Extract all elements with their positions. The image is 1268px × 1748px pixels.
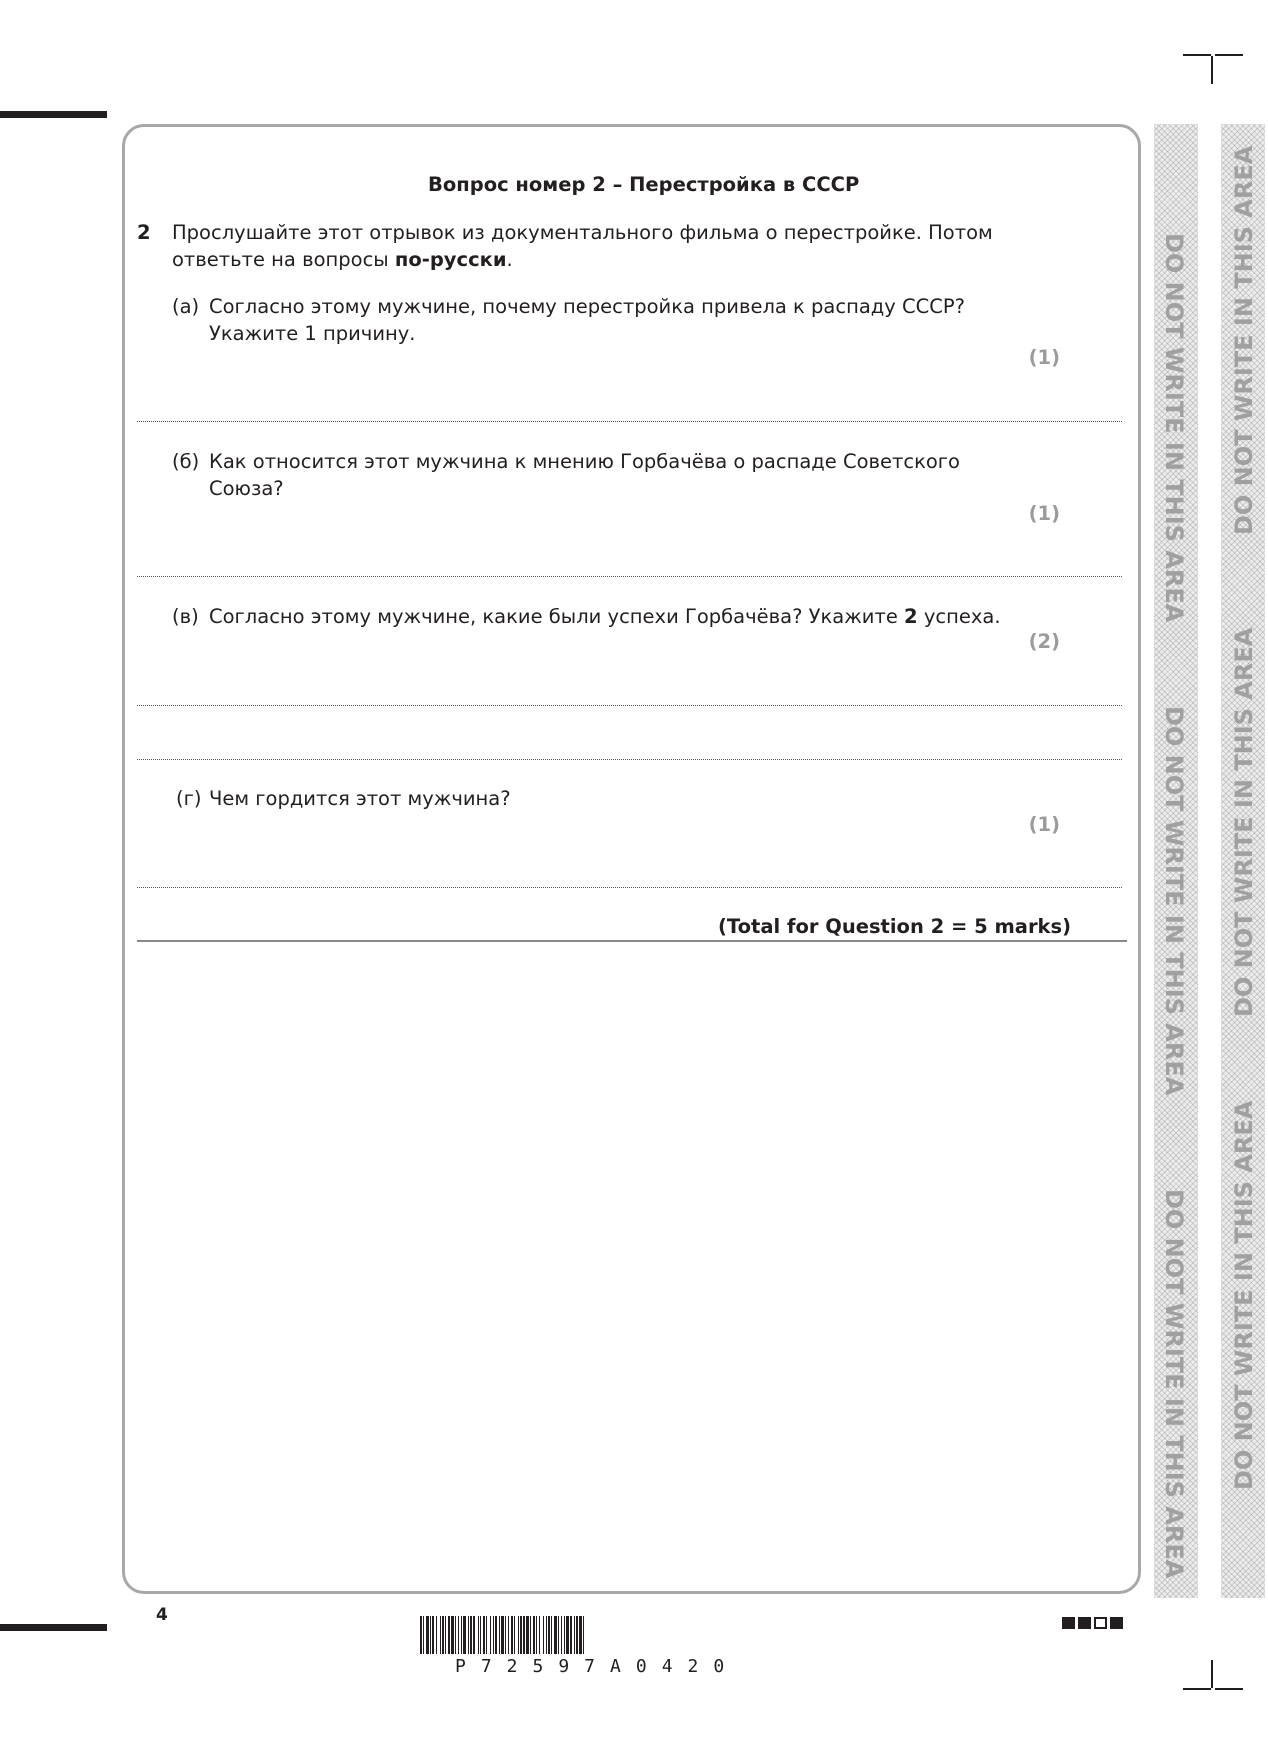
part-a-line2: Укажите 1 причину. [209,322,416,345]
part-v-marks: (2) [1028,630,1060,653]
question-intro-line1: Прослушайте этот отрывок из документального фильма о перестройке. Потом [172,221,993,244]
registration-bar-bottom [0,1624,107,1631]
margin-warning: DO NOT WRITE IN THIS AREA [1160,1189,1188,1579]
part-g-label: (г) [176,787,202,810]
barcode [420,1616,842,1654]
barcode-stripe [584,1616,586,1654]
part-g-line1: Чем гордится этот мужчина? [209,787,511,810]
crop-mark [1215,1688,1243,1690]
page-indicator-boxes [1062,1617,1123,1629]
answer-line[interactable] [137,887,1122,888]
question-intro-line2: ответьте на вопросы по-русски. [172,248,513,271]
part-v-line1: Согласно этому мужчине, какие были успехи Горбачёва? Укажите 2 успеха. [209,605,1001,628]
part-b-label: (б) [172,450,200,473]
part-v-label: (в) [172,605,199,628]
answer-line[interactable] [137,421,1122,422]
part-b-line2: Союза? [209,477,284,500]
indicator-box [1110,1617,1123,1629]
answer-line[interactable] [137,705,1122,706]
question-number: 2 [137,221,151,244]
part-b-marks: (1) [1028,502,1060,525]
crop-mark [1183,1688,1211,1690]
question-total: (Total for Question 2 = 5 marks) [718,915,1072,938]
answer-line[interactable] [137,759,1122,760]
crop-mark [1183,54,1211,56]
margin-warning: DO NOT WRITE IN THIS AREA [1230,627,1258,1017]
indicator-box [1078,1617,1091,1629]
answer-line[interactable] [137,576,1122,577]
margin-warning: DO NOT WRITE IN THIS AREA [1160,233,1188,623]
crop-mark [1215,54,1243,56]
barcode-number: P72597A0420 [455,1656,740,1677]
question-heading: Вопрос номер 2 – Перестройка в СССР [428,173,860,196]
part-a-label: (a) [172,295,200,318]
part-a-marks: (1) [1028,346,1060,369]
page-number: 4 [156,1605,168,1625]
margin-warning: DO NOT WRITE IN THIS AREA [1230,145,1258,535]
part-b-line1: Как относится этот мужчина к мнению Горбачёва о распаде Советского [209,450,960,473]
crop-mark [1211,56,1213,84]
part-g-marks: (1) [1028,813,1060,836]
section-divider [137,940,1127,942]
part-a-line1: Согласно этому мужчине, почему перестройка привела к распаду СССР? [209,295,965,318]
crop-mark [1211,1660,1213,1688]
indicator-box [1094,1617,1107,1629]
registration-bar-top [0,111,107,118]
indicator-box [1062,1617,1075,1629]
margin-warning: DO NOT WRITE IN THIS AREA [1160,706,1188,1096]
margin-warning: DO NOT WRITE IN THIS AREA [1230,1100,1258,1490]
